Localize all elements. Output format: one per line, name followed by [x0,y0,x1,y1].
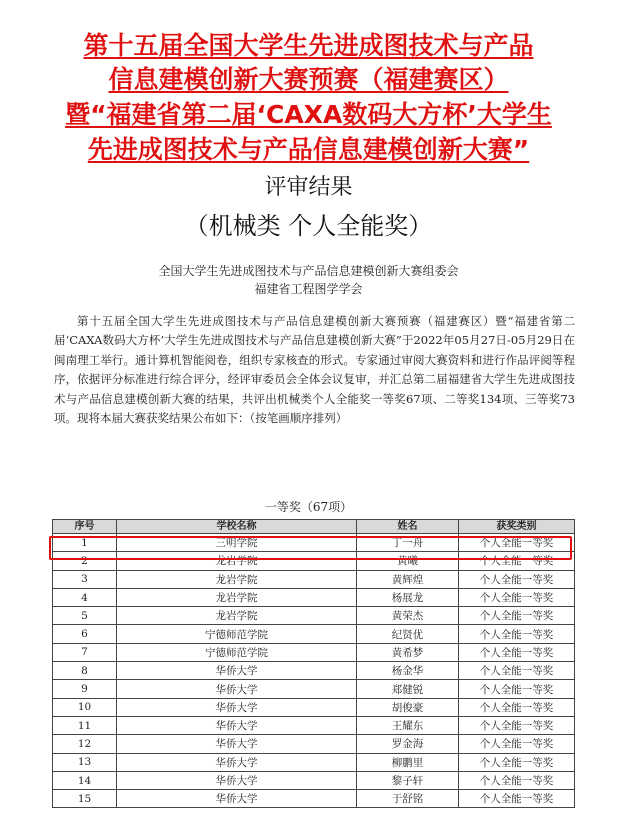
table-row [53,570,575,588]
table-row [53,534,575,552]
cell-award: 个人全能一等奖 [459,698,575,716]
table-row [53,552,575,570]
cell-school: 华侨大学 [117,735,357,753]
cell-award: 个人全能一等奖 [459,771,575,789]
cell-school: 华侨大学 [117,662,357,680]
cell-index: 4 [53,588,117,606]
cell-index: 6 [53,625,117,643]
announcement-paragraph: 第十五届全国大学生先进成图技术与产品信息建模创新大赛预赛（福建赛区）暨“福建省第二届‘CAXA数码大方杯’大学生先进成图技术与产品信息建模创新大赛”于2022年05月27日-05月29日在闽南理工举行。通计算机智能阅卷，组织专家核查的形式。专家通过审阅大赛资料和进行作品评阅等程序，依据评分标准进行综合评分，经评审委员会全体会议复审，并汇总第二届福建省大学生先进成图技术与产品信息建模创新大赛的结果，共评出机械类个人全能奖一等奖67项、二等奖134项、三等奖73项。现将本届大赛获奖结果公布如下：（按笔画顺序排列） [54,314,575,426]
organizer-committee: 全国大学生先进成图技术与产品信息建模创新大赛组委会 [158,264,459,278]
cell-index: 1 [53,534,117,552]
cell-name: 黄曦 [357,552,459,570]
cell-index: 9 [53,680,117,698]
cell-name: 黄希梦 [357,643,459,661]
table-row [53,643,575,661]
organizer-society: 福建省工程图学学会 [254,282,363,296]
table-row [53,588,575,606]
table-row [53,680,575,698]
table-row [53,716,575,734]
cell-name: 于舒铭 [357,790,459,808]
table-row [53,790,575,808]
main-title-line-3: 暨“福建省第二届‘CAXA数码大方杯’大学生 [65,100,552,129]
cell-school: 宁德师范学院 [117,643,357,661]
cell-name: 柳鹏里 [357,753,459,771]
cell-name: 郑健锐 [357,680,459,698]
result-subtitle: 评审结果 [264,175,353,200]
cell-index: 3 [53,570,117,588]
cell-school: 华侨大学 [117,698,357,716]
table-row [53,662,575,680]
cell-award: 个人全能一等奖 [459,735,575,753]
cell-name: 丁一舟 [357,534,459,552]
cell-name: 杨展龙 [357,588,459,606]
cell-name: 黄辉煌 [357,570,459,588]
cell-award: 个人全能一等奖 [459,534,575,552]
category-subtitle: （机械类 个人全能奖） [184,212,433,240]
cell-school: 龙岩学院 [117,588,357,606]
cell-index: 7 [53,643,117,661]
cell-award: 个人全能一等奖 [459,643,575,661]
cell-name: 王耀东 [357,716,459,734]
table-row [53,625,575,643]
table-caption: 一等奖（67项） [264,500,353,514]
cell-award: 个人全能一等奖 [459,607,575,625]
awards-table [52,519,575,808]
cell-school: 龙岩学院 [117,607,357,625]
table-row [53,607,575,625]
cell-name: 罗金海 [357,735,459,753]
table-row [53,771,575,789]
cell-index: 10 [53,698,117,716]
cell-index: 5 [53,607,117,625]
cell-award: 个人全能一等奖 [459,570,575,588]
header-index: 序号 [53,520,117,534]
cell-school: 华侨大学 [117,680,357,698]
cell-award: 个人全能一等奖 [459,716,575,734]
header-award: 获奖类别 [459,520,575,534]
cell-school: 宁德师范学院 [117,625,357,643]
main-title-line-4: 先进成图技术与产品信息建模创新大赛” [87,135,530,164]
cell-award: 个人全能一等奖 [459,552,575,570]
cell-award: 个人全能一等奖 [459,625,575,643]
cell-name: 纪贤优 [357,625,459,643]
header-school: 学校名称 [117,520,357,534]
cell-school: 龙岩学院 [117,552,357,570]
cell-school: 华侨大学 [117,716,357,734]
cell-award: 个人全能一等奖 [459,790,575,808]
cell-award: 个人全能一等奖 [459,588,575,606]
cell-index: 2 [53,552,117,570]
main-title-line-1: 第十五届全国大学生先进成图技术与产品 [83,31,534,60]
table-row [53,698,575,716]
cell-school: 华侨大学 [117,771,357,789]
cell-award: 个人全能一等奖 [459,753,575,771]
cell-school: 华侨大学 [117,753,357,771]
cell-award: 个人全能一等奖 [459,680,575,698]
cell-index: 13 [53,753,117,771]
cell-award: 个人全能一等奖 [459,662,575,680]
table-header-row [53,520,575,534]
cell-name: 胡俊豪 [357,698,459,716]
main-title-line-2: 信息建模创新大赛预赛（福建赛区） [108,65,509,94]
cell-index: 14 [53,771,117,789]
cell-name: 杨金华 [357,662,459,680]
cell-index: 8 [53,662,117,680]
cell-school: 华侨大学 [117,790,357,808]
cell-index: 15 [53,790,117,808]
cell-school: 三明学院 [117,534,357,552]
header-name: 姓名 [357,520,459,534]
cell-index: 12 [53,735,117,753]
cell-name: 黄荣杰 [357,607,459,625]
table-row [53,753,575,771]
table-row [53,735,575,753]
cell-school: 龙岩学院 [117,570,357,588]
cell-name: 黎子轩 [357,771,459,789]
cell-index: 11 [53,716,117,734]
